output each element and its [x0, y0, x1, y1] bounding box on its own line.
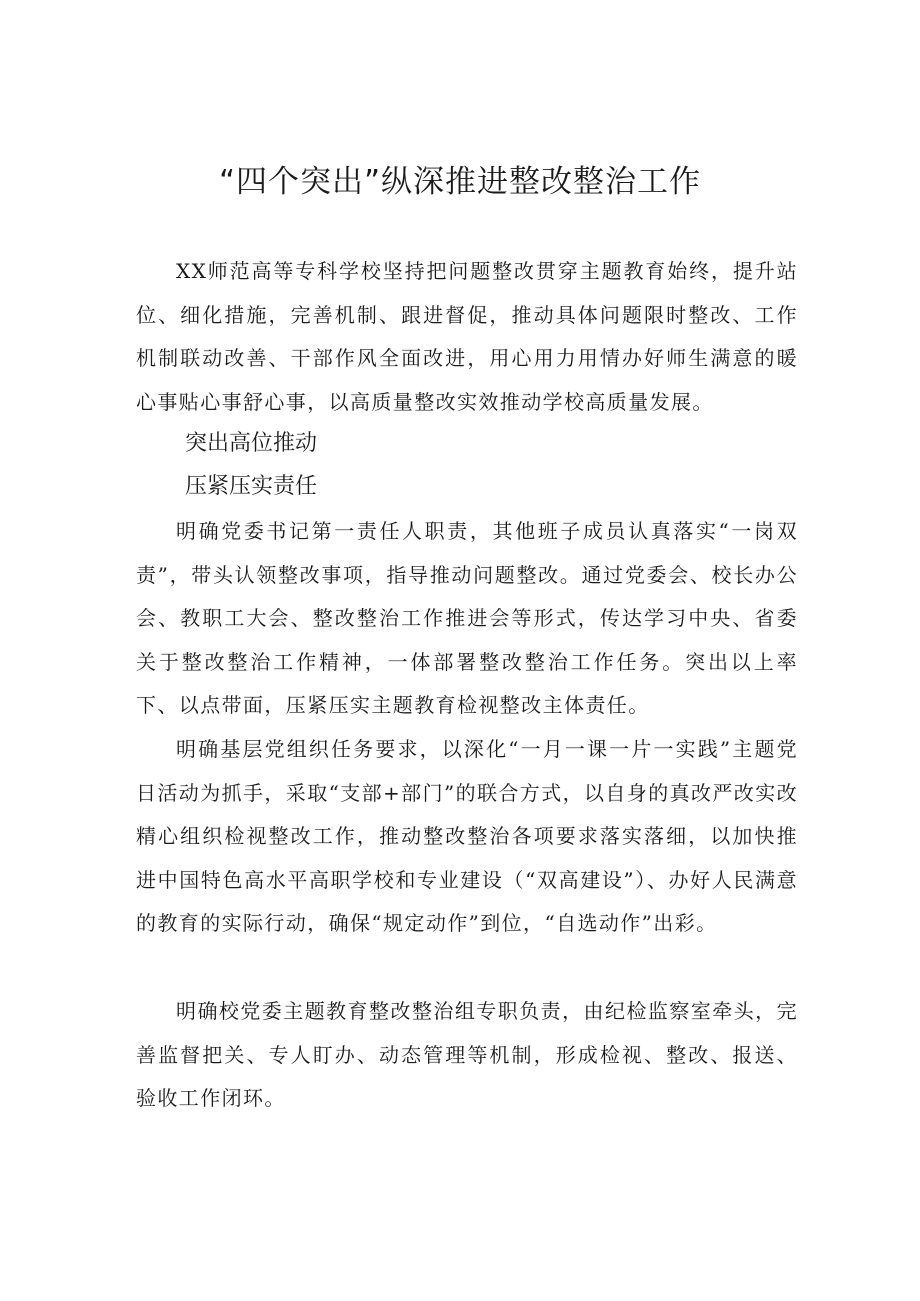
intro-paragraph: XX师范高等专科学校坚持把问题整改贯穿主题教育始终，提升站位、细化措施，完善机制、跟进督促，推动具体问题限时整改、工作机制联动改善、干部作风全面改进，用心用力用情办好师生满意的暖心事贴心事舒心事，以高质量整改实效推动学校高质量发展。: [136, 259, 798, 414]
section-heading: 突出高位推动: [185, 431, 318, 456]
body-paragraph-1: 明确党委书记第一责任人职责，其他班子成员认真落实“一岗双责”，带头认领整改事项，指导推动问题整改。通过党委会、校长办公会、教职工大会、整改整治工作推进会等形式，传达学习中央、省委关于整改整治工作精神，一体部署整改整治工作任务。突出以上率下、以点带面，压紧压实主题教育检视整改主体责任。: [136, 519, 798, 717]
subsection-heading: 压紧压实责任: [185, 474, 318, 499]
document-title: “四个突出”纵深推进整改整治工作: [218, 164, 702, 200]
body-paragraph-2: 明确基层党组织任务要求，以深化“一月一课一片一实践”主题党日活动为抓手，采取“支部+部门”的联合方式，以自身的真改严改实改精心组织检视整改工作，推动整改整治各项要求落实落细，以加快推进中国特色高水平高职学校和专业建设（“双高建设”）、办好人民满意的教育的实际行动，确保“规定动作”到位，“自选动作”出彩。: [136, 737, 799, 935]
body-paragraph-3: 明确校党委主题教育整改整治组专职负责，由纪检监察室牵头，完善监督把关、专人盯办、动态管理等机制，形成检视、整改、报送、验收工作闭环。: [136, 999, 798, 1110]
